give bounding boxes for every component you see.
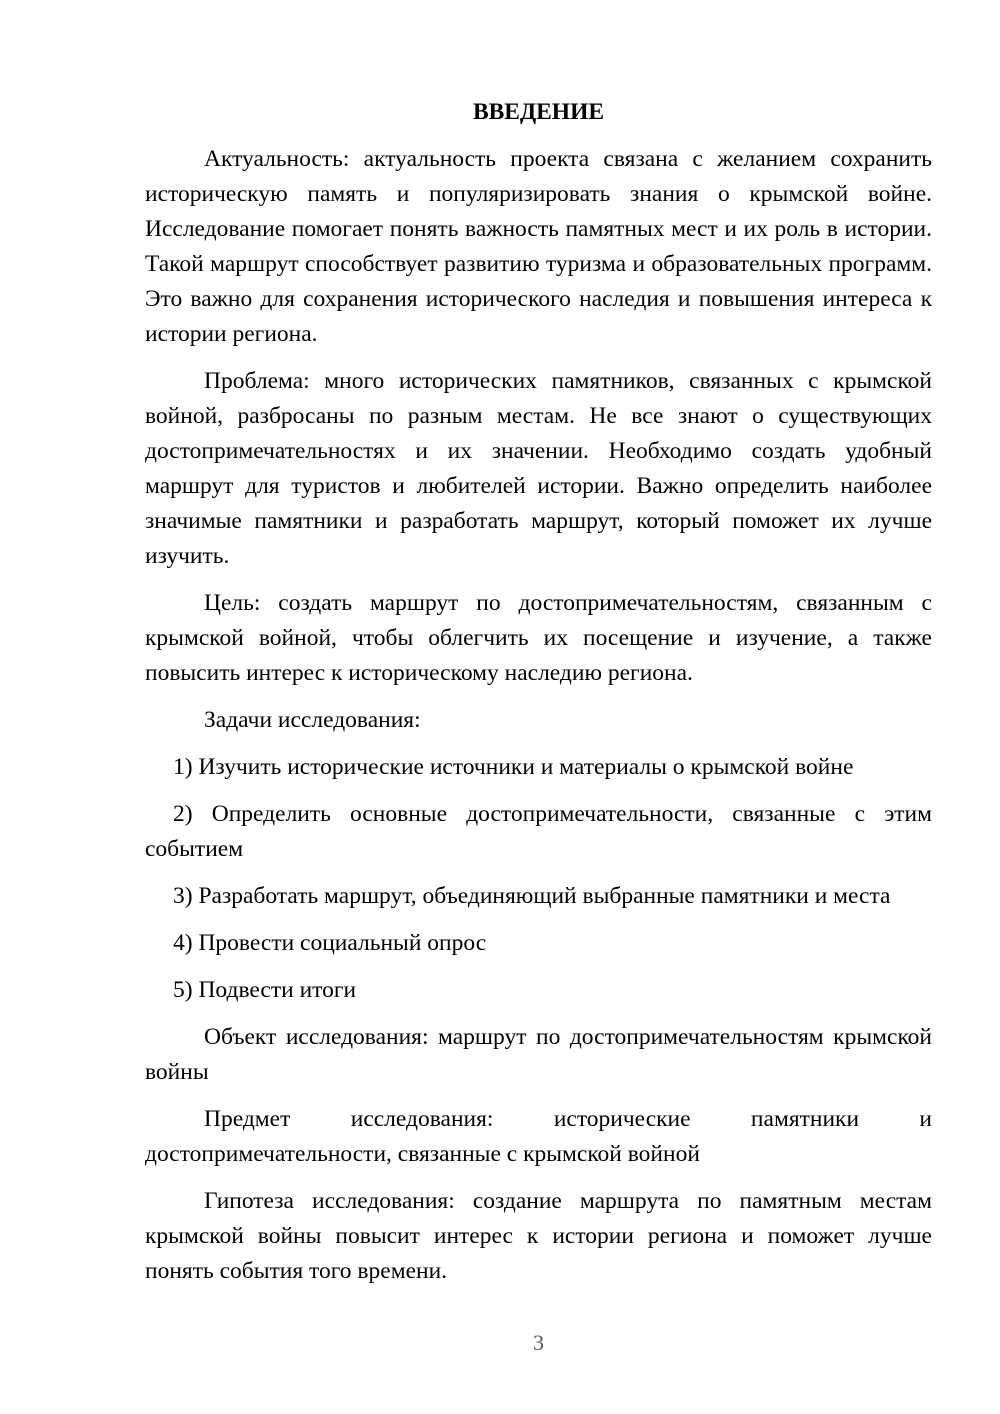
paragraph-problem: Проблема: много исторических памятников, связанных с крымской войной, разбросаны по разным местам. Не все знают о существующих достопримечательностях и их значении. Необходимо создать удобный маршрут для туристов и любителей истории. Важно определить наиболее значимые памятники и разработать маршрут, который поможет их лучше изучить. [145,368,932,569]
page-number: 3 [533,1330,544,1355]
paragraph-relevance: Актуальность: актуальность проекта связана с желанием сохранить историческую память и популяризировать знания о крымской войне. Исследование помогает понять важность памятных мест и их роль в истории. Такой маршрут способствует развитию туризма и образовательных программ. Это важно для сохранения исторического наследия и повышения интереса к истории региона. [145,146,932,347]
paragraph-object: Объект исследования: маршрут по достопримечательностям крымской войны [145,1024,932,1085]
task-item-1: 1) Изучить исторические источники и материалы о крымской войне [173,754,854,780]
task-item-3: 3) Разработать маршрут, объединяющий выбранные памятники и места [173,883,891,909]
paragraph-goal: Цель: создать маршрут по достопримечательностям, связанным с крымской войной, чтобы облегчить их посещение и изучение, а также повысить интерес к историческому наследию региона. [145,590,932,686]
task-item-2: 2) Определить основные достопримечательности, связанные с этим событием [145,801,932,862]
task-item-4: 4) Провести социальный опрос [173,930,487,956]
page-title: ВВЕДЕНИЕ [472,99,605,125]
paragraph-hypothesis: Гипотеза исследования: создание маршрута по памятным местам крымской войны повысит интерес к истории региона и поможет лучше понять события того времени. [145,1188,932,1284]
page-footer [145,1328,932,1358]
task-item-5: 5) Подвести итоги [173,977,357,1003]
tasks-heading: Задачи исследования: [204,707,421,733]
paragraph-subject: Предмет исследования: исторические памятники и достопримечательности, связанные с крымской войной [145,1106,932,1167]
